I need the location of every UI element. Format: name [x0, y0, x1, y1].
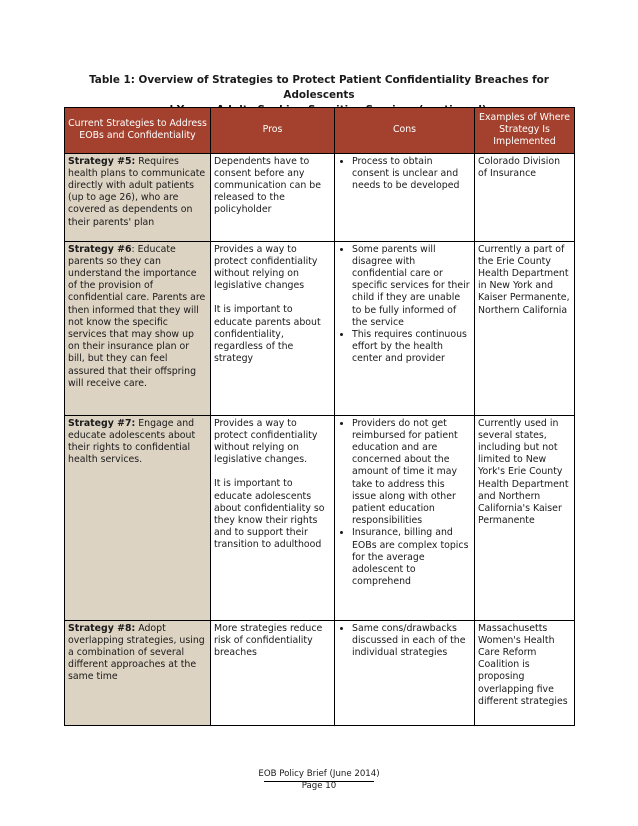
strategy-label: Strategy #7: [68, 417, 136, 429]
strategy-text: Requires health plans to communicate directly with adult patients (up to age 26), who are covered as dependents on their parents' plan [68, 155, 206, 228]
cons-list [338, 623, 471, 660]
table-row [65, 415, 575, 620]
cons-cell [335, 415, 475, 620]
cons-cell [335, 153, 475, 241]
header-examples: Examples of Where Strategy Is Implemented [475, 108, 575, 154]
header-pros: Pros [211, 108, 335, 154]
header-strategies: Current Strategies to Address EOBs and Confidentiality [65, 108, 211, 154]
strategy-label: Strategy #6 [68, 243, 132, 255]
cons-list [338, 418, 471, 589]
strategy-cell [65, 415, 211, 620]
pros-text: It is important to educate adolescents about confidentiality so they know their rights and to support their transition to adulthood [214, 478, 325, 551]
header-cons: Cons [335, 108, 475, 154]
strategy-text: : Educate parents so they can understand the importance of the provision of confidential care. Parents are then informed that they will not know the specific services that may show up on their insurance plan or bill, but they can feel assured that their offspring will receive care. [68, 243, 206, 389]
pros-cell [211, 620, 335, 725]
cons-cell [335, 241, 475, 415]
pros-text: More strategies reduce risk of confidentiality breaches [214, 622, 323, 659]
cons-item: • Providers do not get reimbursed for patient education and are concerned about the amount of time it may take to address this issue along with other patient education responsibilities [352, 418, 471, 528]
strategies-table [64, 107, 575, 726]
pros-text: Provides a way to protect confidentiality without relying on legislative changes [214, 243, 318, 292]
pros-cell [211, 153, 335, 241]
table-row [65, 620, 575, 725]
pros-text: It is important to educate parents about confidentiality, regardless of the strategy [214, 304, 321, 365]
table-row [65, 241, 575, 415]
pros-text: Provides a way to protect confidentiality without relying on legislative changes. [214, 417, 318, 466]
pros-cell [211, 415, 335, 620]
pros-text: Dependents have to consent before any communication can be released to the policyholder [214, 155, 322, 216]
examples-cell: Currently used in several states, including but not limited to New York's Erie County Health Department and Northern California's Kaiser Permanente [475, 415, 575, 620]
page-footer [0, 768, 638, 792]
examples-cell: Colorado Division of Insurance [475, 153, 575, 241]
cons-list [338, 156, 471, 193]
cons-item: • This requires continuous effort by the health center and provider [352, 329, 471, 366]
cons-cell [335, 620, 475, 725]
table-header-row [65, 108, 575, 154]
strategy-text: Adopt overlapping strategies, using a combination of several different approaches at the same time [68, 622, 205, 683]
cons-item: • Some parents will disagree with confidential care or specific services for their child if they are unable to be fully informed of the service [352, 244, 471, 329]
footer-title: EOB Policy Brief (June 2014) [258, 769, 380, 779]
footer-divider [264, 781, 374, 782]
cons-item: • Same cons/drawbacks discussed in each of the individual strategies [352, 623, 471, 660]
examples-cell: Currently a part of the Erie County Health Department in New York and Kaiser Permanente, Northern California [475, 241, 575, 415]
table-row [65, 153, 575, 241]
cons-list [338, 244, 471, 366]
caption-line-1: Table 1: Overview of Strategies to Protect Patient Confidentiality Breaches for Adolescents [89, 74, 549, 101]
cons-item: • Process to obtain consent is unclear and needs to be developed [352, 156, 471, 193]
strategy-cell [65, 241, 211, 415]
strategy-cell [65, 620, 211, 725]
cons-item: • Insurance, billing and EOBs are complex topics for the average adolescent to comprehend [352, 527, 471, 588]
examples-cell: Massachusetts Women's Health Care Reform Coalition is proposing overlapping five different strategies [475, 620, 575, 725]
strategy-label: Strategy #5: [68, 155, 136, 167]
pros-cell [211, 241, 335, 415]
strategy-cell [65, 153, 211, 241]
strategy-text: Engage and educate adolescents about their rights to confidential health services. [68, 417, 196, 466]
page-number: Page 10 [301, 781, 337, 791]
strategy-label: Strategy #8: [68, 622, 136, 634]
